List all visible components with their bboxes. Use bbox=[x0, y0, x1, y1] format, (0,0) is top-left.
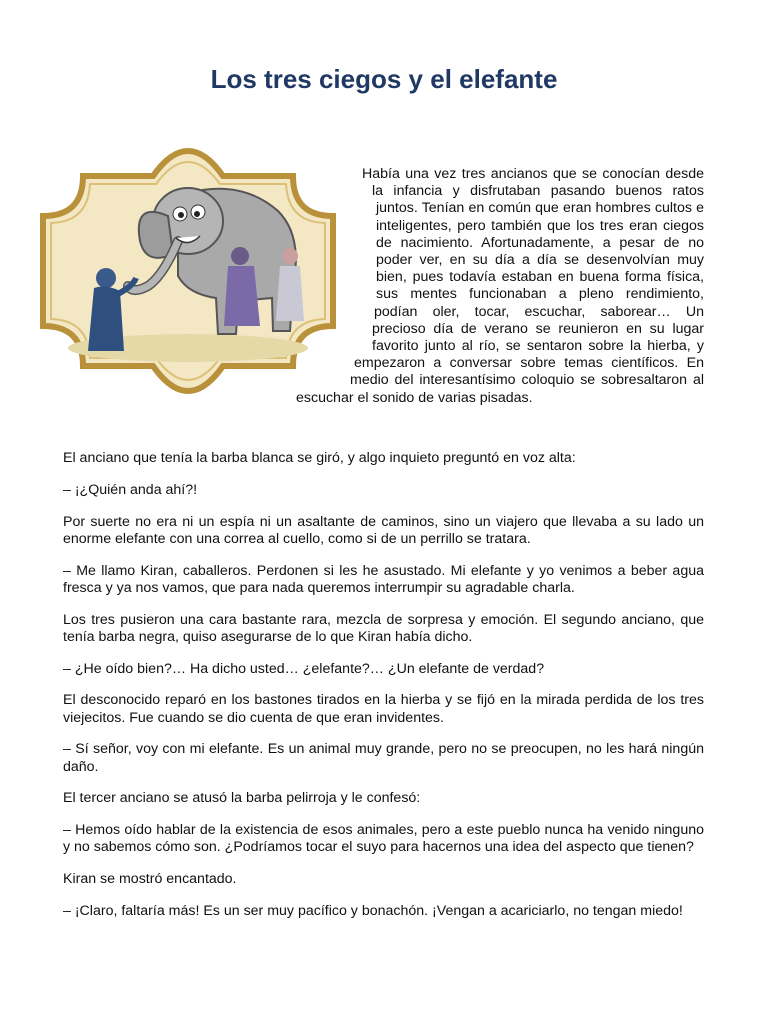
paragraph: El desconocido reparó en los bastones tirados en la hierba y se fijó en la mirada perdida de los tres viejecitos. Fue cuando se dio cuenta de que eran invidentes. bbox=[63, 692, 704, 726]
paragraph: Kiran se mostró encantado. bbox=[63, 871, 237, 888]
paragraph: El anciano que tenía la barba blanca se giró, y algo inquieto preguntó en voz alta: bbox=[63, 450, 576, 466]
paragraph: Los tres pusieron una cara bastante rara, mezcla de sorpresa y emoción. El segundo anciano, que tenía barba negra, quiso asegurarse de lo que Kiran había dicho. bbox=[63, 611, 704, 645]
intro-paragraph bbox=[296, 166, 704, 436]
paragraph: Por suerte no era ni un espía ni un asaltante de caminos, sino un viajero que llevaba a su lado un enorme elefante con una correa al cuello, como si de un perrillo se tratara. bbox=[63, 513, 704, 547]
dialogue-line: – ¿He oído bien?… Ha dicho usted… ¿elefante?… ¿Un elefante de verdad? bbox=[63, 660, 545, 677]
story-body bbox=[63, 450, 704, 935]
paragraph: El tercer anciano se atusó la barba pelirroja y le confesó: bbox=[63, 790, 421, 807]
dialogue-line: – Sí señor, voy con mi elefante. Es un animal muy grande, pero no se preocupen, no les hará ningún daño. bbox=[63, 741, 704, 775]
dialogue-line: – ¡Claro, faltaría más! Es un ser muy pacífico y bonachón. ¡Vengan a acariciarlo, no tengan miedo! bbox=[63, 902, 683, 919]
dialogue-line: – Me llamo Kiran, caballeros. Perdonen si les he asustado. Mi elefante y yo venimos a beber agua fresca y ya nos vamos, que para nada queremos interrumpir su agradable charla. bbox=[63, 562, 704, 596]
dialogue-line: – Hemos oído hablar de la existencia de esos animales, pero a este pueblo nunca ha venido ninguno y no sabemos cómo son. ¿Podríamos tocar el suyo para hacernos una idea del aspecto que tienen? bbox=[63, 822, 704, 856]
dialogue-line: – ¡¿Quién anda ahí?! bbox=[63, 481, 198, 498]
page-title: Los tres ciegos y el elefante bbox=[210, 64, 558, 94]
intro-paragraph-text: Había una vez tres ancianos que se conocían desde la infancia y disfrutaban pasando buenos ratos juntos. Tenían en común que eran hombres cultos e inteligentes, pero también que los tres eran ciegos de nacimiento. Afortunadamente, a pesar de no poder ver, en su día a día se desenvolvían muy bien, pues todavía estaban en buena forma física, sus mentes funcionaban a pleno rendimiento, podían oler, tocar, escuchar, saborear… Un precioso día de verano se reunieron en su lugar favorito junto al río, se sentaron sobre la hierba, y empezaron a conversar sobre temas científicos. En medio del interesantísimo coloquio se sobresaltaron al escuchar el sonido de varias pisadas. bbox=[296, 166, 704, 406]
